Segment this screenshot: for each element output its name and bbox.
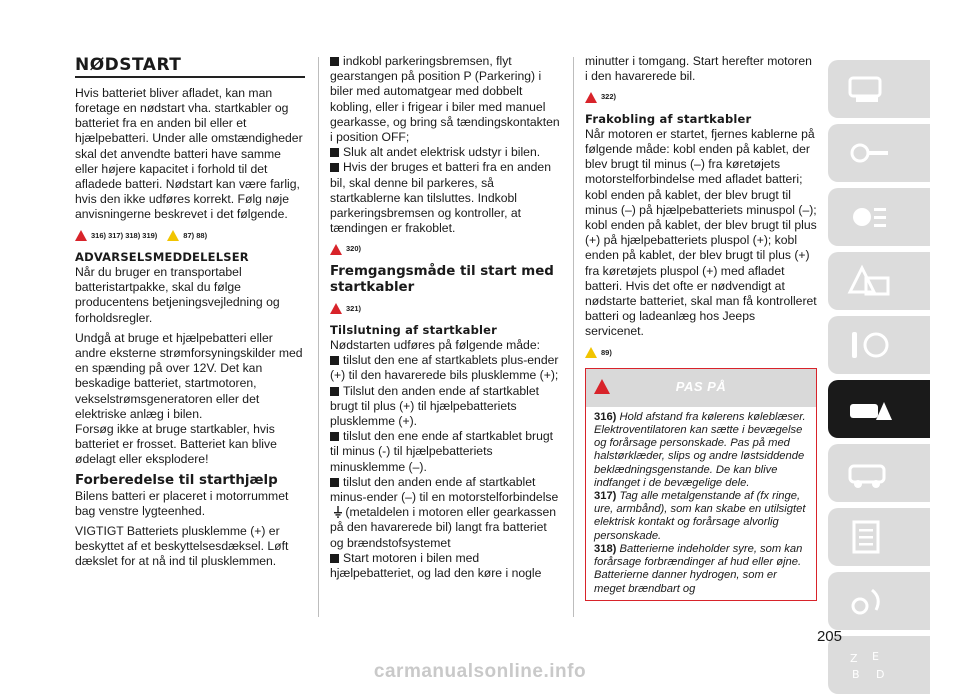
advarsel-paragraph-1: Når du bruger en transportabel batteristartpakke, skal du følge producentens betjeningsvejledning og forholdsregler. [75,264,280,325]
checkbox-bullet-icon [330,148,339,157]
advarsel-paragraph-3: Forsøg ikke at bruge startkabler, hvis batteriet er frosset. Batteriet kan blive ødelagt eller eksplodere! [75,421,277,467]
ground-symbol-icon [334,506,342,518]
warning-refs: 316) 317) 318) 319) [91,230,158,240]
title-rule [75,76,305,78]
step-item: tilslut den ene ende af startkablet brugt til minus (-) til hjælpebatteriets minusklemme (–). [330,429,554,474]
reference-row [75,228,305,243]
warning-box-header [586,369,816,407]
bullet-item: indkobl parkeringsbremsen, flyt gearstangen på position P (Parkering) i biler med automatgear med dobbelt kobling, eller i frigear i biler med manuel gearkasse, og bring så tændingskontakten i position OFF; [330,54,560,145]
warning-ref: 322) [601,92,617,102]
tab-service-car[interactable] [828,444,930,502]
forberedelse-heading: Forberedelse til starthjælp [75,472,278,488]
checkbox-bullet-icon [330,57,339,66]
page-number: 205 [816,628,842,645]
svg-text:B: B [852,668,860,681]
reference-row [585,345,817,360]
bullet-item: Hvis der bruges et batteri fra en anden bil, skal denne bil parkeres, så startkablerne kan tilsluttes. Indkobl parkeringsbremsen og kontroller, at tændingen er frakoblet. [330,160,551,236]
warning-318: 318) Batterierne indeholder syre, som kan forårsage forbrændinger af hud eller øjne. Batterierne danner hydrogen, som er meget brændbart og [594,542,803,595]
checkbox-bullet-icon [330,387,339,396]
key-icon [846,134,892,172]
step-item: tilslut den anden ende af startkablet minus-ender (–) til en motorstelforbindelse (metaldelen i motoren eller gearkassen på den havarerede bil) langt fra batteriet og brændstofsystemet [330,474,559,550]
warning-triangle-icon [585,92,597,103]
column-1 [75,0,305,570]
reference-row [330,241,560,256]
advarsel-heading: ADVARSELSMEDDELELSER [75,249,249,264]
tab-radio-signal[interactable] [828,572,930,630]
checkbox-bullet-icon [330,432,339,441]
svg-text:Z: Z [850,652,858,665]
warning-ref: 321) [346,303,362,313]
radio-signal-icon [846,582,892,620]
caution-ref: 89) [601,347,612,357]
car-dashboard-icon [846,70,892,108]
advarsel-paragraph-2: Undgå at bruge et hjælpebatteri eller andre eksterne strømforsyningskilder med en spænding på over 12V. Det kan beskadige batteriet, startmotoren, vekselstrømsgeneratoren eller det elektriske anlæg i bilen. [75,330,303,421]
warning-box [585,368,817,601]
warning-box-body [586,407,816,600]
checklist-icon [846,518,892,556]
tab-car-dashboard[interactable] [828,60,930,118]
continuation-paragraph: minutter i tomgang. Start herefter motoren i den havarerede bil. [585,54,812,84]
lights-icon [846,198,892,236]
tools-steering-icon [846,326,892,364]
column-divider [318,57,319,617]
svg-text:E: E [872,650,879,663]
column-2 [330,54,560,581]
tab-lights[interactable] [828,188,930,246]
warning-triangle-icon [330,303,342,314]
emergency-car-icon [846,390,892,428]
page-title: NØDSTART [75,55,182,75]
caution-refs: 87) 88) [183,230,208,240]
reference-row [585,89,817,104]
chapter-tabs [828,60,930,700]
caution-triangle-icon [585,347,597,358]
warning-317: 317) Tag alle metalgenstande af (fx ringe, ure, armbånd), som kan skabe en utilsigtet elektrisk kontakt og forårsage alvorlig personskade. [594,490,806,542]
service-car-icon [846,454,892,492]
bullet-item: Sluk alt andet elektrisk udstyr i bilen. [330,145,560,160]
column-3 [585,54,817,601]
tilslutning-heading: Tilslutning af startkabler [330,322,498,337]
watermark-footer: carmanualsonline.info [373,661,587,682]
intro-paragraph: Hvis batteriet bliver afladet, kan man foretage en nødstart vha. startkabler og batteriet fra en anden bil eller et hjælpebatteri. Under alle omstændigheder skal det anvendte batteri have samme eller højere kapacitet i forhold til det afladede batteri. Nødstart kan være farlig, hvis den ikke udføres korrekt. Følg nøje anvisningerne beskrevet i det følgende. [75,85,303,222]
forberedelse-paragraph-2: VIGTIGT Batteriets plusklemme (+) er beskyttet af et beskyttelsesdæksel. Løft dækslet for at nå ind til plusklemmen. [75,523,289,569]
step-item: tilslut den ene af startkablets plus-ender (+) til den havarerede bils plusklemme (+); [330,353,559,383]
tab-checklist[interactable] [828,508,930,566]
warning-triangle-icon [75,230,87,241]
warning-ref: 320) [346,244,362,254]
step-item: Start motoren i bilen med hjælpebatteriet, og lad den køre i nogle [330,550,542,581]
svg-text:D: D [876,668,885,681]
checkbox-bullet-icon [330,554,339,563]
tab-key[interactable] [828,124,930,182]
reference-row [330,301,560,316]
tilslutning-intro: Nødstarten udføres på følgende måde: [330,338,541,353]
tab-emergency-car[interactable] [828,380,930,438]
warning-envelope-icon [846,262,892,300]
checkbox-bullet-icon [330,356,339,365]
checkbox-bullet-icon [330,478,339,487]
warning-316: 316) Hold afstand fra kølerens køleblæser. Elektroventilatoren kan sætte i bevægelse og forårsage personskade. Pas på med halstørklæder, slips og andre løstsiddende beklædningsgenstande. De kan blive indfanget i de bevægelige dele. [594,410,806,489]
warning-triangle-icon [330,244,342,255]
checkbox-bullet-icon [330,163,339,172]
column-divider [573,57,574,617]
tab-tools-steering[interactable] [828,316,930,374]
frakobling-paragraph: Når motoren er startet, fjernes kablerne på følgende måde: kobl enden på kablet, der blev brugt til minus (–) fra køretøjets motorstelforbindelse med afladet batteri; kobl enden på kablet, der blev brugt til minus (–) på hjælpebatteriets minuspol (–); kobl enden på kablet, der blev brugt til plus (+) på hjælpebatteriets pluspol (+); kobl enden på kablet, der blev brugt til plus (+) fra køretøjets pluspol (+) med afladet batteri. Hvis det ofte er nødvendigt at nødstarte batteriet, skal man få kontrolleret batteri og ladeanlæg hos Jeeps servicenet. [585,126,817,339]
fremgang-heading: Fremgangsmåde til start med startkabler [330,263,554,295]
forberedelse-paragraph-1: Bilens batteri er placeret i motorrummet bag venstre lygteenhed. [75,488,289,518]
warning-box-title: PAS PÅ [675,378,727,394]
step-item: Tilslut den anden ende af startkablet brugt til plus (+) til hjælpebatteriets plusklemme (+). [330,383,540,429]
caution-triangle-icon [167,230,179,241]
tab-warning-envelope[interactable] [828,252,930,310]
frakobling-heading: Frakobling af startkabler [585,111,752,126]
